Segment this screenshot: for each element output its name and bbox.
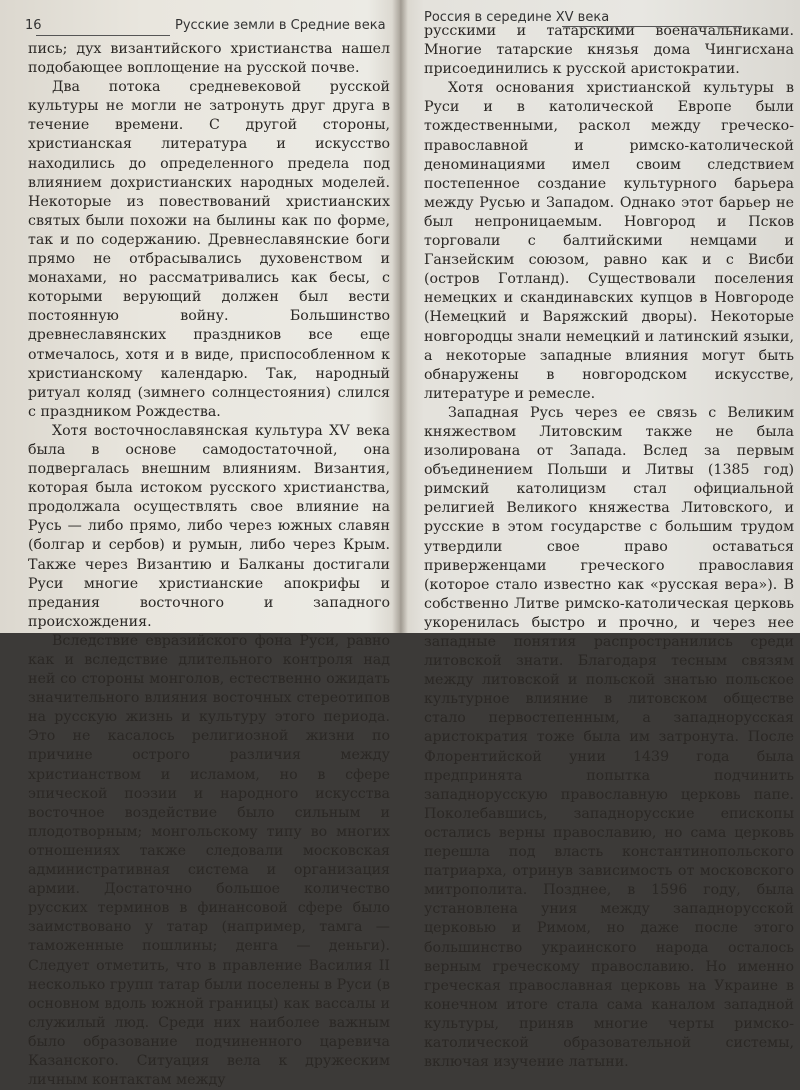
paragraph: Западная Русь через ее связь с Великим княжеством Литовским также не была изолирована от Запада. Вслед за первым объединением Польши и Литвы (1385 год) римский католицизм стал официальной религией Великого княжества Литовского, и русские в этом государстве с большим трудом утвердили свое право оставаться приверженцами греческого православия (которое стало известно как «русская вера»). В собственно Литве римско-католическая церковь укоренилась быстро и прочно, и через нее западные понятия распространились среди литовской знати. Благодаря тесным связям между литовской и польской знатью польское культурное влияние в литовском обществе стало первостепенным, а западнорусская аристократия тоже была им затронута. После Флорентийской унии 1439 года была предпринята попытка подчинить западнорусскую православную церковь папе. Поколебавшись, западнорусские епископы остались верны православию, но сама церковь перешла под власть константинопольского патриарха, отринув зависимость от московского митрополита. Позднее, в 1596 году, была установлена уния между западнорусской церковью и Римом, но даже после этого большинство украинского народа осталось верным греческому православию. Но именно греческая православная церковь на Украине в конечном итоге стала сама каналом западной культуры, приняв многие черты римско-католической образовательной системы, включая изучение латыни. <box>424 404 794 1071</box>
running-head-left: Русские земли в Средние века <box>175 18 386 33</box>
page-number: 16 <box>25 18 42 33</box>
paragraph: Хотя основания христианской культуры в Руси и в католической Европе были тождественными, раскол между греческо-православной и римско-католической деноминациями имел своим следствием постепенное создание культурного барьера между Русью и Западом. Однако этот барьер не был непроницаемым. Новгород и Псков торговали с балтийскими немцами и Ганзейским союзом, равно как и с Висби (остров Готланд). Существовали поселения немецких и скандинавских купцов в Новгороде (Немецкий и Варяжский дворы). Некоторые новгородцы знали немецкий и латинский языки, а некоторые западные влияния могут быть обнаружены в новгородском искусстве, литературе и ремесле. <box>424 80 794 402</box>
right-page <box>402 0 800 1071</box>
paragraph: Хотя восточнославянская культура XV века была в основе самодостаточной, она подвергалась внешним влияниям. Византия, которая была истоком русского христианства, продолжала осуществлять свое влияние на Русь — либо прямо, либо через южных славян (болгар и сербов) и румын, либо через Крым. Также через Византию и Балканы достигали Руси многие христианские апокрифы и предания восточного и западного происхождения. <box>28 422 390 630</box>
left-page-body <box>28 40 390 1090</box>
running-head-right: Россия в середине XV века <box>424 10 610 25</box>
paragraph: русскими и татарскими военачальниками. Многие татарские князья дома Чингисхана присоединились к русской аристократии. <box>424 23 794 78</box>
paragraph: пись; дух византийского христианства нашел подобающее воплощение на русской почве. <box>28 41 390 77</box>
right-page-body <box>424 22 794 1072</box>
paragraph: Два потока средневековой русской культуры не могли не затронуть друг друга в течение времени. С другой стороны, христианская литература и искусство находились до определенного предела под влиянием дохристианских народных моделей. Некоторые из повествований христианских святых были похожи на былины как по форме, так и по содержанию. Древнеславянские боги прямо не отбрасывались духовенством и монахами, но рассматривались как бесы, с которыми верующий должен был вести постоянную войну. Большинство древнеславянских праздников все еще отмечалось, хотя и в виде, приспособленном к христианскому календарю. Так, народный ритуал коляд (зимнего солнцестояния) слился с праздником Рождества. <box>28 79 390 420</box>
paragraph: Вследствие евразийского фона Руси, равно как и вследствие длительного контроля над ней со стороны монголов, естественно ожидать значительного влияния восточных стереотипов на русскую жизнь и культуру этого периода. Это не касалось религиозной жизни по причине острого различия между христианством и исламом, но в сфере эпической поэзии и народного искусства восточное воздействие было сильным и плодотворным; монгольскому типу во многих отношениях также следовали московская административная система и организация армии. Достаточно большое количество русских терминов в финансовой сфере было заимствовано у татар (например, тамга — таможенные пошлины; денга — деньги). Следует отметить, что в правление Василия II несколько групп татар были поселены в Руси (в основном вдоль южной границы) как вассалы и служилый люд. Среди них наиболее важным было образование подчиненного царевича Казанского. Ситуация вела к дружеским личным контактам между <box>28 632 390 1089</box>
header-rule <box>36 35 170 36</box>
left-page <box>0 0 398 1089</box>
